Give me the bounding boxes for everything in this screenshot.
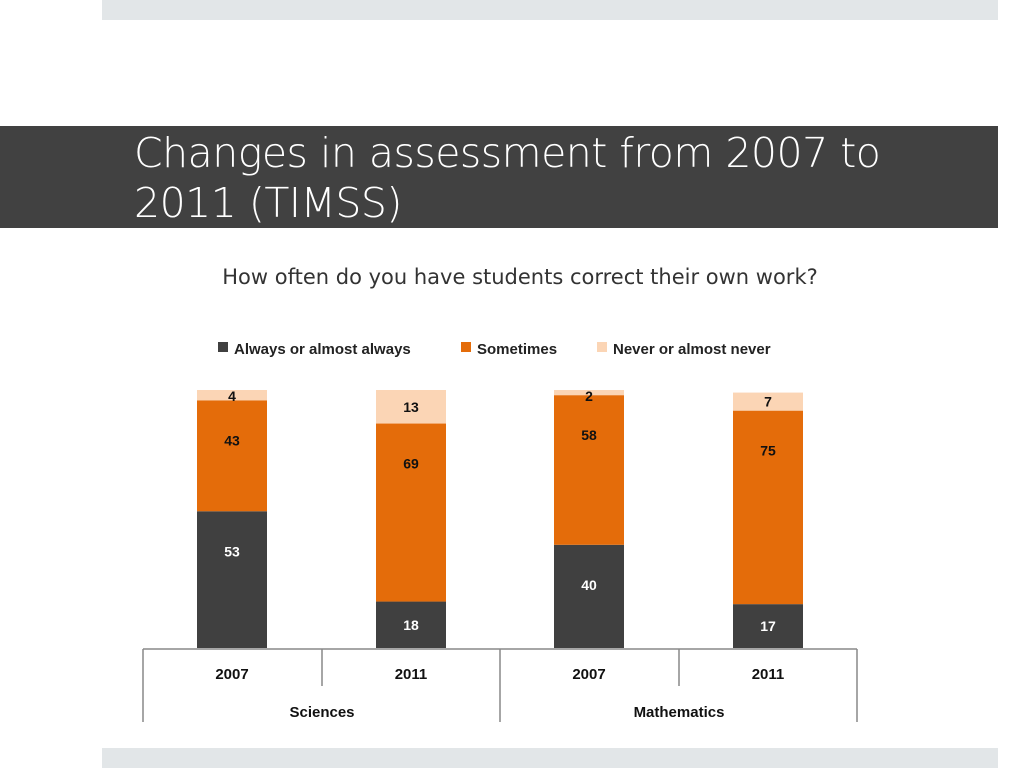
x-tick-label: 2007 [572,666,606,683]
bar-segment [197,400,267,511]
legend-swatch-0 [218,342,228,352]
bar-segment [733,411,803,605]
data-label: 4 [228,388,236,404]
x-tick-label: 2011 [751,666,785,683]
data-label: 58 [581,427,597,444]
data-label: 2 [585,388,593,404]
data-label: 7 [764,393,772,410]
group-label: Sciences [289,704,355,721]
legend-label-1: Sometimes [477,341,558,358]
legend-swatch-1 [461,342,471,352]
x-tick-label: 2011 [394,666,428,683]
x-tick-label: 2007 [215,666,249,683]
bar-segment [554,395,624,545]
legend-label-0: Always or almost always [234,341,411,358]
bar-segment [554,545,624,648]
data-label: 43 [224,432,240,449]
bottom-decor-strip [102,748,998,768]
data-label: 17 [760,618,776,635]
slide-title: Changes in assessment from 2007 to 2011 (TIMSS) [134,129,881,227]
legend-label-2: Never or almost never [613,341,771,358]
chart-question: How often do you have students correct their own work? [222,265,818,289]
bar-segment [376,424,446,602]
data-label: 53 [224,543,240,560]
data-label: 40 [581,576,597,593]
data-label: 69 [403,455,419,472]
bar-segment [197,511,267,648]
data-label: 13 [403,398,419,415]
data-label: 75 [760,442,776,459]
group-label: Mathematics [633,704,725,721]
data-label: 18 [403,616,419,633]
legend-swatch-2 [597,342,607,352]
